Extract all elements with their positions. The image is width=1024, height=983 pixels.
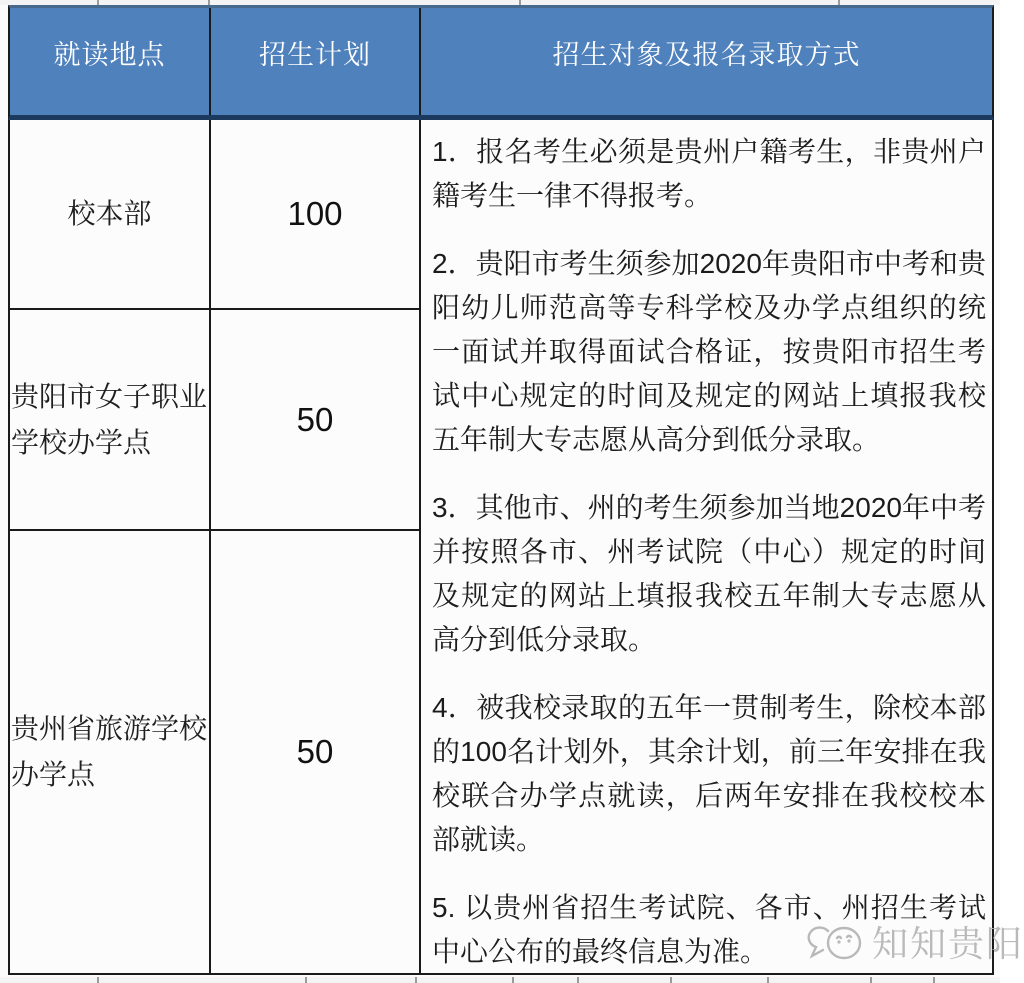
watermark-label: 知知贵阳 xyxy=(872,922,1024,964)
header-label: 招生对象及报名录取方式 xyxy=(552,40,861,70)
gridline-tick xyxy=(305,977,307,983)
table-header-row xyxy=(8,5,994,120)
gridline-tick xyxy=(767,977,769,983)
gridline-tick xyxy=(97,977,99,983)
cell-location-guizhou-tourism-school: 贵州省旅游学校办学点 xyxy=(10,531,211,973)
note-paragraph-3: 3．其他市、州的考生须参加当地2020年中考并按照各市、州考试院（中心）规定的时间及规定的网站上填报我校五年制大专志愿从高分到低分录取。 xyxy=(432,492,986,655)
cell-location-main-campus: 校本部 xyxy=(10,120,211,310)
header-label: 就读地点 xyxy=(53,40,166,70)
note-paragraph-5: 5. 以贵州省招生考试院、各市、州招生考试中心公布的最终信息为准。 xyxy=(432,892,986,967)
cell-location-guiyang-womens-vocational: 贵阳市女子职业学校办学点 xyxy=(10,310,211,531)
header-label: 招生计划 xyxy=(259,40,371,70)
gridline-tick xyxy=(670,977,672,983)
note-paragraph-1: 1．报名考生必须是贵州户籍考生，非贵州户籍考生一律不得报考。 xyxy=(432,136,986,211)
header-cell-enrollment-plan xyxy=(211,8,421,115)
note-paragraph-2: 2．贵阳市考生须参加2020年贵阳市中考和贵阳幼儿师范高等专科学校及办学点组织的统一面试并取得面试合格证，按贵阳市招生考试中心规定的时间及规定的网站上填报我校五年制大专志愿从高分到低分录取。 xyxy=(432,248,986,455)
gridline-tick xyxy=(933,977,935,983)
gridline-tick xyxy=(870,977,872,983)
cell-plan-main-campus: 100 xyxy=(211,120,421,310)
admissions-table xyxy=(8,5,994,975)
gridline-tick xyxy=(415,977,417,983)
note-paragraph-4: 4．被我校录取的五年一贯制考生，除校本部的100名计划外，其余计划，前三年安排在我校联合办学点就读，后两年安排在我校校本部就读。 xyxy=(432,692,986,855)
table-body xyxy=(8,120,994,975)
gridline-tick xyxy=(512,977,514,983)
cell-admission-notes xyxy=(421,120,992,973)
partial-row-bottom-edge xyxy=(0,977,1000,983)
cell-plan-tourism-school: 50 xyxy=(211,531,421,973)
header-cell-admission-method xyxy=(421,8,992,115)
cell-plan-womens-vocational: 50 xyxy=(211,310,421,531)
header-cell-study-location xyxy=(10,8,211,115)
gridline-tick xyxy=(577,977,579,983)
